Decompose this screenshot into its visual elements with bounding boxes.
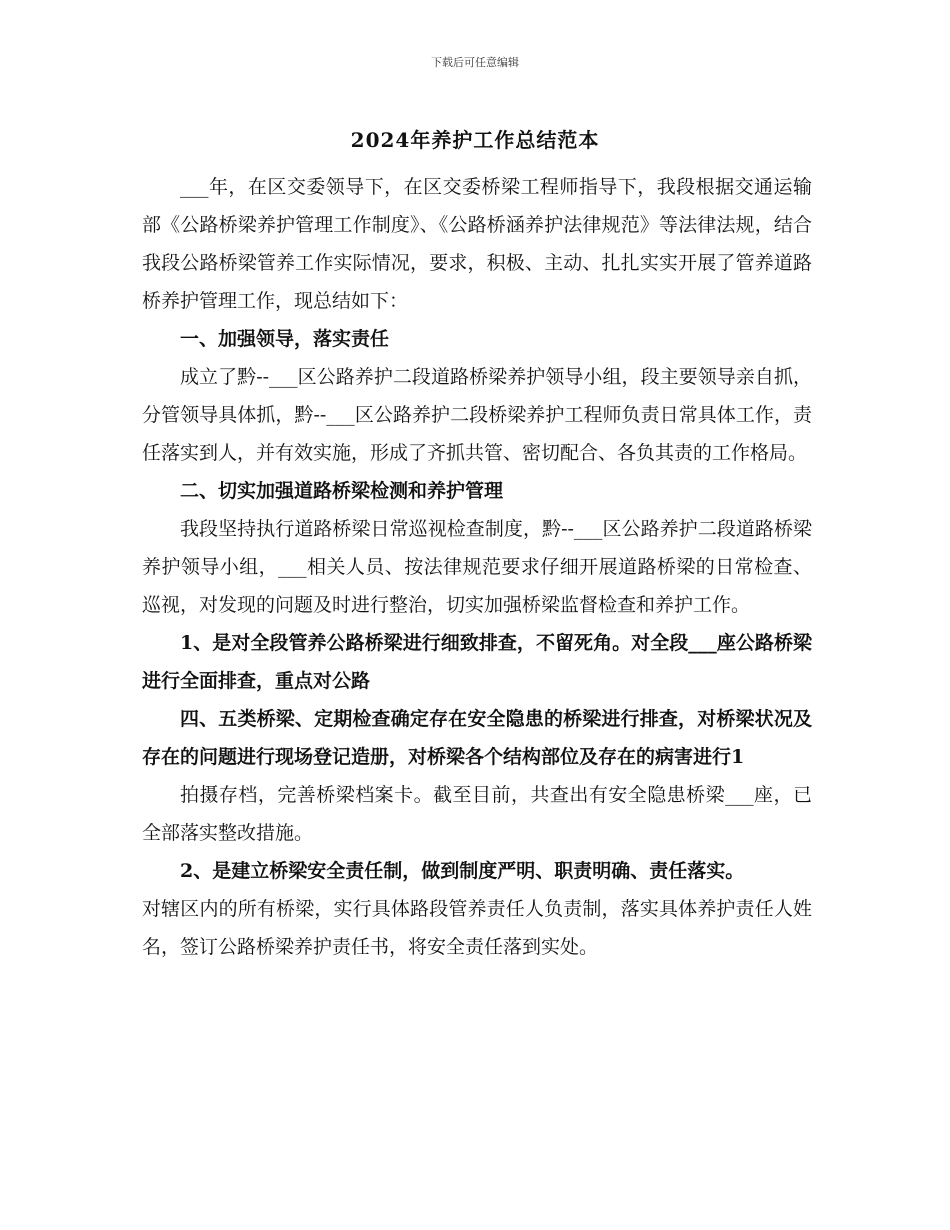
section-1-paragraph: 成立了黔--___区公路养护二段道路桥梁养护领导小组，段主要领导亲自抓，分管领导具体抓，黔--___区公路养护二段桥梁养护工程师负责日常具体工作，责任落实到人，并有效实施，形成了齐抓共管、密切配合、各负其责的工作格局。 xyxy=(142,366,812,464)
archive-paragraph: 拍摄存档，完善桥梁档案卡。截至目前，共查出有安全隐患桥梁___座，已全部落实整改措施。 xyxy=(142,784,812,844)
intro-paragraph: ___年，在区交委领导下，在区交委桥梁工程师指导下，我段根据交通运输部《公路桥梁养护管理工作制度》、《公路桥涵养护法律规范》等法律法规，结合我段公路桥梁管养工作实际情况，要求，积极、主动、扎扎实实开展了管养道路桥养护管理工作，现总结如下： xyxy=(142,176,812,312)
section-heading-1: 一、加强领导，落实责任 xyxy=(180,328,390,350)
item-1-continued-paragraph: 四、五类桥梁、定期检查确定存在安全隐患的桥梁进行排查，对桥梁状况及存在的问题进行现场登记造册，对桥梁各个结构部位及存在的病害进行1 xyxy=(142,708,812,768)
item-2-paragraph: 2、是建立桥梁安全责任制，做到制度严明、职责明确、责任落实。 xyxy=(180,860,745,882)
section-2-paragraph: 我段坚持执行道路桥梁日常巡视检查制度，黔--___区公路养护二段道路桥梁养护领导小组，___相关人员、按法律规范要求仔细开展道路桥梁的日常检查、巡视，对发现的问题及时进行整治，切实加强桥梁监督检查和养护工作。 xyxy=(142,518,812,616)
section-heading-2: 二、切实加强道路桥梁检测和养护管理 xyxy=(180,480,504,502)
header-note: 下载后可任意编辑 xyxy=(431,56,519,69)
document-body xyxy=(142,168,812,966)
document-title: 2024年养护工作总结范本 xyxy=(350,128,600,152)
item-1-paragraph: 1、是对全段管养公路桥梁进行细致排查，不留死角。对全段___座公路桥梁进行全面排查，重点对公路 xyxy=(142,632,812,692)
responsibility-paragraph: 对辖区内的所有桥梁，实行具体路段管养责任人负责制，落实具体养护责任人姓名，签订公路桥梁养护责任书，将安全责任落到实处。 xyxy=(142,898,812,958)
